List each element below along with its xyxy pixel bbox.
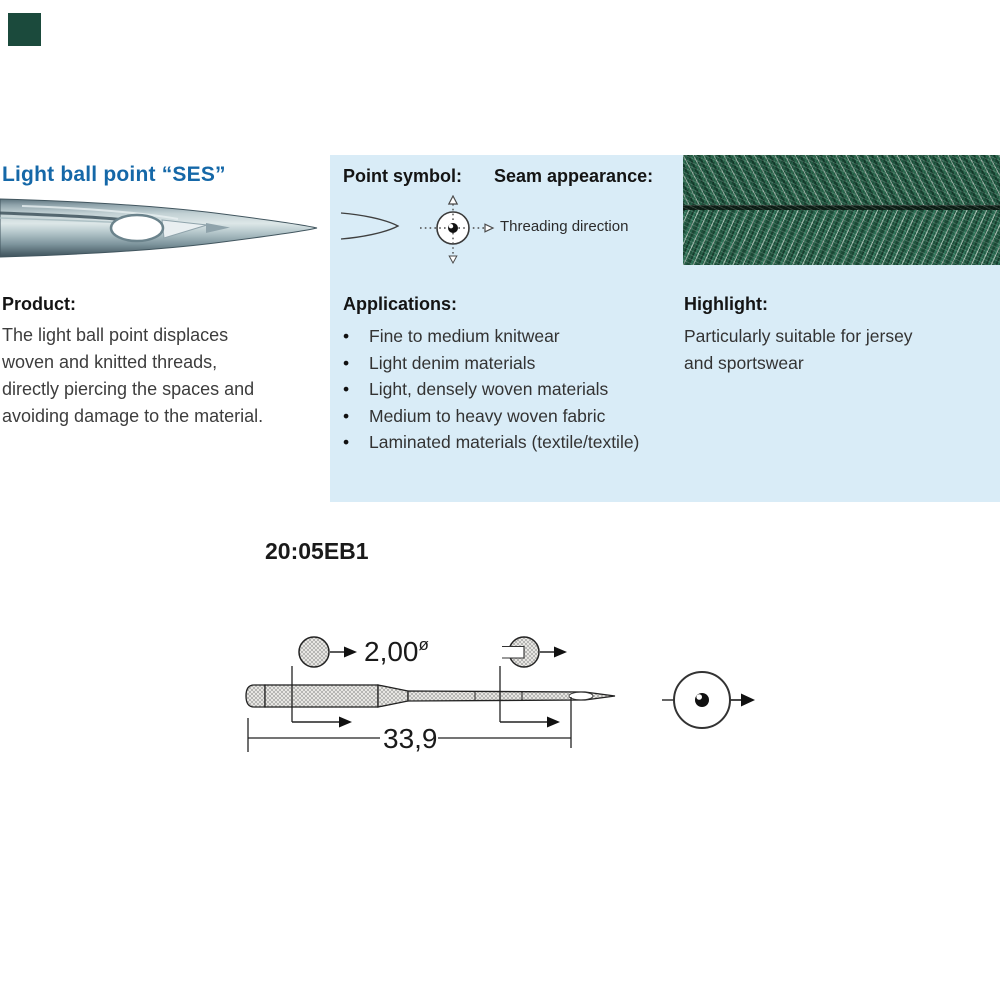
scarf-view-arrowhead [547,717,560,728]
shank-view-arrowhead [339,717,352,728]
needle-photo [0,192,322,266]
corner-color-tab [8,13,41,46]
point-symbol-heading: Point symbol: [343,166,463,186]
applications-heading: Applications: [343,294,458,314]
highlight-heading: Highlight: [684,294,768,314]
list-item: • Fine to medium knitwear [343,323,639,350]
needle-eye-profile [569,692,593,700]
list-item: • Light denim materials [343,350,639,377]
diameter-arrowhead [344,647,357,658]
bullet-icon: • [343,432,350,452]
info-panel [330,155,1000,502]
length-label: 33,9 [383,723,438,754]
point-profile-icon [340,211,404,241]
point-view-icon [662,672,755,728]
list-item: • Laminated materials (textile/textile) [343,429,639,456]
applications-list [343,323,639,456]
threading-direction-label: Threading direction [500,218,629,235]
scarf-arrowhead [554,647,567,658]
needle-profile [246,685,615,707]
fabric-texture-overlay [683,155,1000,265]
scarf-notch [502,647,524,659]
needle-technical-drawing [230,520,800,775]
list-item: • Medium to heavy woven fabric [343,403,639,430]
shank-cross-section-icon [299,637,329,667]
seam-appearance-image [683,155,1000,265]
seam-appearance-heading: Seam appearance: [494,166,654,186]
threading-direction-icon [418,195,496,265]
needle-eye [111,215,163,241]
bullet-icon: • [343,379,350,399]
product-description: The light ball point displaces woven and knitted threads, directly piercing the spaces and avoiding damage to the material. [2,325,264,426]
page-title: Light ball point “SES” [2,163,226,186]
list-item: • Light, densely woven materials [343,376,639,403]
bullet-icon: • [343,326,350,346]
bullet-icon: • [343,352,350,373]
diameter-label: $2,00^ø$ [364,635,429,667]
needle-system-code: 20:05EB1 [265,538,369,564]
bullet-icon: • [343,405,350,426]
product-heading: Product: [2,294,76,314]
highlight-text: Particularly suitable for jersey and sportswear [684,326,913,373]
